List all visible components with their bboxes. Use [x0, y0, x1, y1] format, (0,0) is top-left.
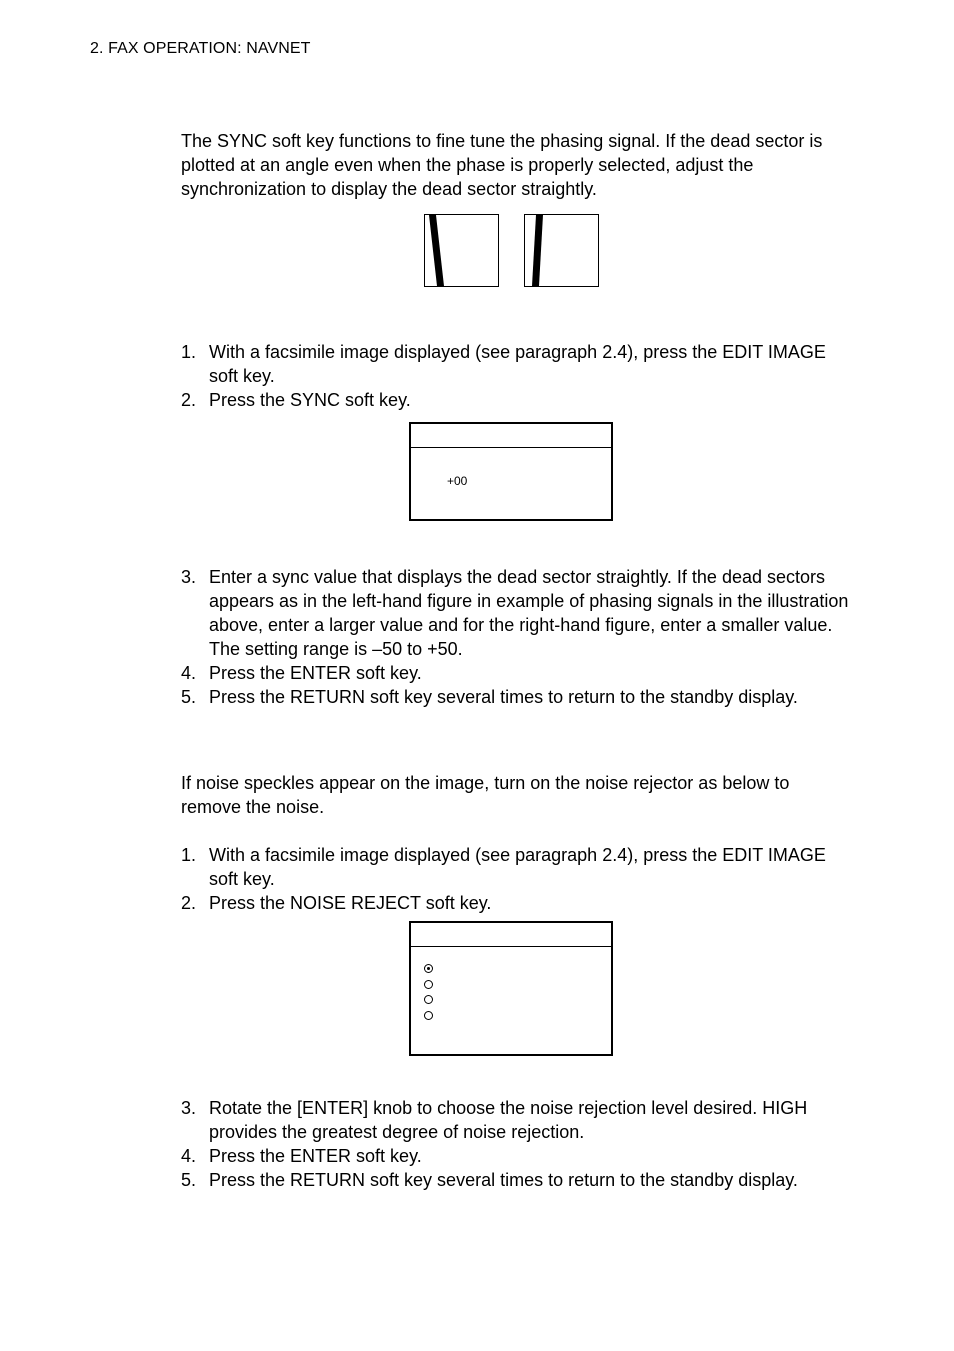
window-title-bar [411, 923, 611, 947]
noise-option-radio-3[interactable] [424, 995, 433, 1004]
step-number: 3. [181, 1098, 197, 1118]
noise-step-5 [181, 1168, 851, 1192]
step-text: Press the ENTER soft key. [209, 1146, 422, 1166]
sync-step-1 [181, 340, 851, 388]
page-header: 2. FAX OPERATION: NAVNET [90, 40, 311, 57]
noise-reject-window [409, 921, 613, 1056]
phasing-example-right [524, 214, 599, 287]
sync-value[interactable]: +00 [447, 474, 468, 488]
noise-option-radio-4[interactable] [424, 1011, 433, 1020]
noise-intro-paragraph: If noise speckles appear on the image, turn on the noise rejector as below to remove the noise. [181, 773, 790, 817]
step-text: Press the NOISE REJECT soft key. [209, 893, 492, 913]
noise-step-3 [181, 1096, 851, 1144]
step-text: Press the SYNC soft key. [209, 390, 411, 410]
sync-step-2 [181, 388, 851, 412]
step-text: Press the RETURN soft key several times to return to the standby display. [209, 687, 798, 707]
step-text: Enter a sync value that displays the dead sector straightly. If the dead sectors appears as in the left-hand figure in example of phasing signals in the illustration above, enter a larger value and for the right-hand figure, enter a smaller value. The setting range is –50 to +50. [209, 567, 849, 659]
noise-step-2 [181, 891, 851, 915]
sync-window [409, 422, 613, 521]
noise-option-radio-2[interactable] [424, 980, 433, 989]
noise-step-1 [181, 843, 851, 891]
step-number: 5. [181, 687, 197, 707]
sync-intro-paragraph: The SYNC soft key functions to fine tune the phasing signal. If the dead sector is plotted at an angle even when the phase is properly selected, adjust the synchronization to display the dead sector straightly. [181, 131, 823, 199]
step-number: 4. [181, 663, 197, 683]
dead-sector-tilted-left-graphic [425, 215, 498, 286]
noise-option-radio-1[interactable] [424, 964, 433, 973]
step-number: 1. [181, 845, 197, 865]
sync-step-3 [181, 565, 851, 661]
step-number: 2. [181, 390, 197, 410]
sync-step-5 [181, 685, 851, 709]
step-number: 4. [181, 1146, 197, 1166]
dead-sector-tilted-right-graphic [525, 215, 598, 286]
step-text: With a facsimile image displayed (see paragraph 2.4), press the EDIT IMAGE soft key. [209, 342, 826, 386]
window-title-bar [411, 424, 611, 448]
step-number: 5. [181, 1170, 197, 1190]
step-text: Press the ENTER soft key. [209, 663, 422, 683]
step-text: Rotate the [ENTER] knob to choose the noise rejection level desired. HIGH provides the greatest degree of noise rejection. [209, 1098, 808, 1142]
step-number: 1. [181, 342, 197, 362]
step-number: 2. [181, 893, 197, 913]
step-text: With a facsimile image displayed (see paragraph 2.4), press the EDIT IMAGE soft key. [209, 845, 826, 889]
step-text: Press the RETURN soft key several times to return to the standby display. [209, 1170, 798, 1190]
phasing-example-left [424, 214, 499, 287]
radio-selected-dot [427, 967, 430, 970]
noise-step-4 [181, 1144, 851, 1168]
step-number: 3. [181, 567, 197, 587]
sync-step-4 [181, 661, 851, 685]
